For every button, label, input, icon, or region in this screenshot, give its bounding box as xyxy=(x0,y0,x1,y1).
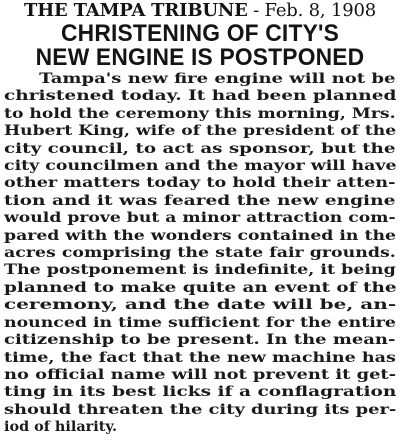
article-line: should threaten the city during its per- xyxy=(4,400,397,418)
article-line: would prove but a minor attraction com- xyxy=(4,209,396,227)
article-line: Tampa's new fire engine will not be xyxy=(39,70,396,87)
article-line: time, the fact that the new machine has xyxy=(4,348,396,366)
publication-date: Feb. 8, 1908 xyxy=(264,0,376,21)
article-line: no official name will not prevent it get- xyxy=(4,365,397,383)
article-line: citizenship to be present. In the mean- xyxy=(4,331,396,349)
article-line: The postponement is indefinite, it being xyxy=(4,261,396,279)
headline-line-2: NEW ENGINE IS POSTPONED xyxy=(35,44,365,71)
article-line: tion and it was feared the new engine xyxy=(4,191,396,209)
article-line: Hubert King, wife of the president of the xyxy=(4,122,397,140)
article-line: city councilmen and the mayor will have xyxy=(4,157,397,175)
masthead-separator: - xyxy=(247,0,265,21)
article-line: ting in its best licks if a conflagration xyxy=(4,383,397,401)
masthead xyxy=(0,1,400,21)
article-line: christened today. It had been planned xyxy=(4,87,397,105)
newspaper-name: THE TAMPA TRIBUNE xyxy=(24,0,248,21)
article-line: planned to make quite an event of the xyxy=(4,278,397,296)
article-line: acres comprising the state fair grounds. xyxy=(4,244,396,262)
article-line: to hold the ceremony this morning, Mrs. xyxy=(4,104,396,122)
headline-line-1: CHRISTENING OF CITY'S xyxy=(61,20,339,47)
article-line: pared with the wonders contained in the xyxy=(4,226,396,244)
article-line: ceremony, and the date will be, an- xyxy=(4,296,397,314)
article-line: nounced in time sufficient for the entire xyxy=(4,313,396,331)
article-line: other matters today to hold their atten- xyxy=(4,174,396,192)
article-body xyxy=(4,70,396,436)
article-line: city council, to act as sponsor, but the xyxy=(4,139,396,157)
article-line: iod of hilarity. xyxy=(4,418,118,436)
